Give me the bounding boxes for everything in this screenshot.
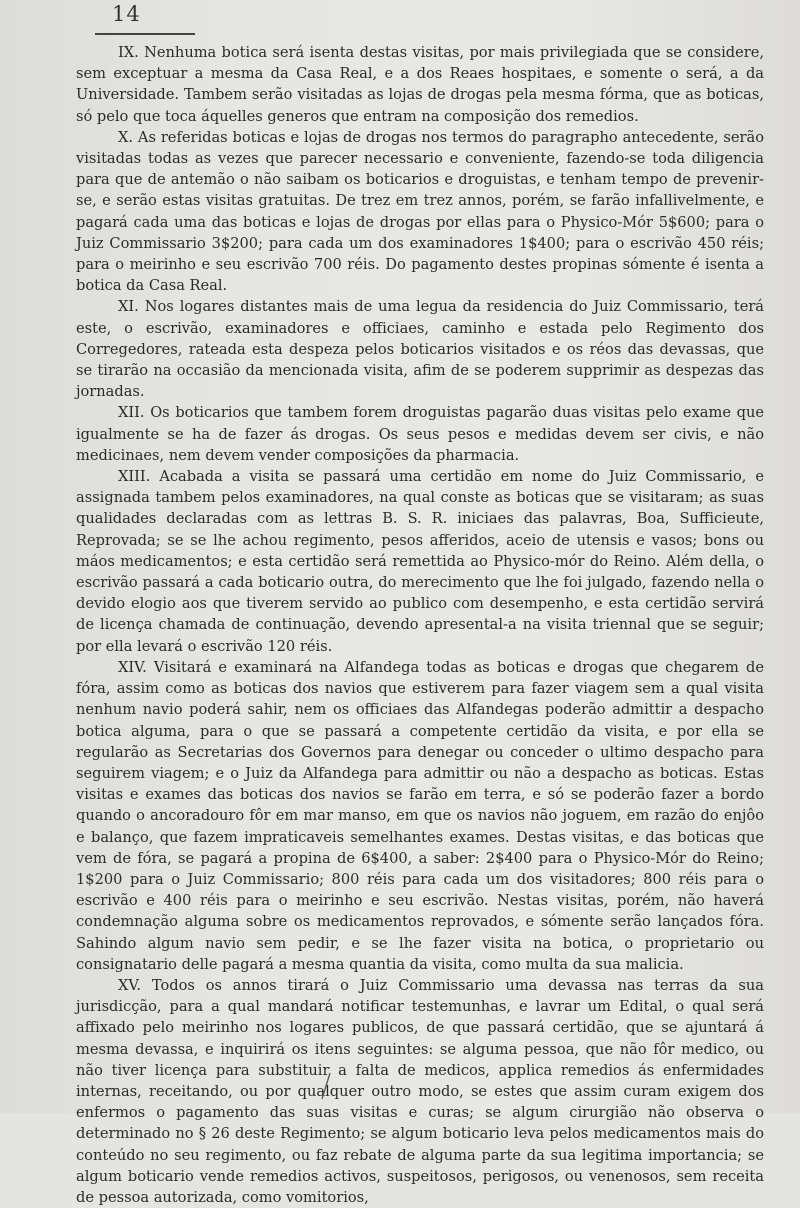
- stray-pen-mark: [320, 1072, 332, 1100]
- paragraph-label: XIII.: [118, 468, 151, 486]
- paragraph-text: Nos logares distantes mais de uma legua da residencia do Juiz Commissario, terá este, o escrivão, examinadores e officiaes, caminho e estada pelo Regimento dos Corregedores, rateada esta despeza pelos boticarios visitados e os réos das devassas, que se tirarão na occasião da mencionada visita, afim de se poderem supprimir as despezas das jornadas.: [76, 298, 765, 401]
- paragraph-ix: [76, 42, 764, 127]
- paragraph-xi: [76, 296, 764, 402]
- paragraph-x: [76, 127, 764, 297]
- header-rule: [95, 33, 195, 35]
- paragraph-label: XI.: [118, 298, 139, 316]
- paragraph-xv: [76, 975, 764, 1208]
- paragraph-xiv: [76, 657, 764, 975]
- paragraph-text: As referidas boticas e lojas de drogas nos termos do paragrapho antecedente, serão visitadas todas as vezes que parecer necessario e conveniente, fazendo-se toda diligencia para que de antemão o não saibam os boticarios e droguistas, e tenham tempo de prevenir-se, e serão estas visitas gratuitas. De trez em trez annos, porém, se farão infallivelmente, e pagará cada uma das boticas e lojas de drogas por ellas para o Physico-Mór 5$600; para o Juiz Commissario 3$200; para cada um dos examinadores 1$400; para o escrivão 450 réis; para o meirinho e seu escrivão 700 réis. Do pagamento destes propinas sómente é isenta a botica da Casa Real.: [76, 128, 764, 295]
- paragraph-label: IX.: [118, 44, 139, 61]
- paragraph-label: X.: [118, 128, 134, 146]
- paragraph-label: XIV.: [118, 658, 147, 676]
- paragraph-text: Todos os annos tirará o Juiz Commissario uma devassa nas terras da sua jurisdicção, para a qual mandará notificar testemunhas, e lavrar um Edital, o qual será affixado pelo meirinho nos logares publicos, de que passará certidão, que se ajuntará á mesma devassa, e inquirirá os itens seguintes: se alguma pessoa, que não fôr medico, ou não tiver licença para substituir a falta de medicos, applica remedios ás enfermidades internas, receitando, ou por qualquer outro modo, se estes que assim curam exigem dos enfermos o pagamento das suas visitas e curas; se algum cirurgião não observa o determinado no § 26 deste Regimento; se algum boticario leva pelos medicamentos mais do conteúdo no seu regimento, ou faz rebate de alguma parte da sua legitima importancia; se algum boticario vende remedios activos, suspeitosos, perigosos, ou venenosos, sem receita de pessoa autorizada, como vomitorios,: [76, 976, 765, 1206]
- page-number: 14: [112, 2, 141, 26]
- body-text: [76, 42, 764, 1208]
- paragraph-text: Acabada a visita se passará uma certidão em nome do Juiz Commissario, e assignada tambem pelos examinadores, na qual conste as boticas que se visitaram; as suas qualidades declaradas com as lettras B. S. R. iniciaes das palavras, Boa, Sufficieute, Reprovada; se se lhe achou regimento, pesos afferidos, aceio de utensis e vasos; bons ou máos medicamentos; e esta certidão será remettida ao Physico-mór do Reino. Além della, o escrivão passará a cada boticario outra, do merecimento que lhe foi julgado, fazendo nella o devido elogio aos que tiverem servido ao publico com desempenho, e esta certidão servirá de licença chamada de continuação, devendo apresental-a na visita triennal que se seguir; por ella levará o escrivão 120 réis.: [76, 468, 764, 655]
- paragraph-label: XII.: [118, 404, 145, 422]
- paragraph-text: Visitará e examinará na Alfandega todas as boticas e drogas que chegarem de fóra, assim como as boticas dos navios que estiverem para fazer viagem sem a qual visita nenhum navio poderá sahir, nem os officiaes das Alfandegas poderão admittir a despacho botica alguma, para o que se passará a competente certidão da visita, e por ella se regularão as Secretarias dos Governos para denegar ou conceder o ultimo despacho para seguirem viagem; e o Juiz da Alfandega para admittir ou não a despacho as boticas. Estas visitas e exames das boticas dos navios se farão em terra, e só se poderão fazer a bordo quando o ancoradouro fôr em mar manso, em que os navios não joguem, em razão do enjôo e balanço, que fazem impraticaveis semelhantes exames. Destas visitas, e das boticas que vem de fóra, se pagará a propina de 6$400, a saber: 2$400 para o Physico-Mór do Reino; 1$200 para o Juiz Commissario; 800 réis para cada um dos visitadores; 800 réis para o escrivão e 400 réis para o meirinho e seu escrivão. Nestas visitas, porém, não haverá condemnação alguma sobre os medicamentos reprovados, e sómente serão lançados fóra. Sahindo algum navio sem pedir, e se lhe fazer visita na botica, o proprietario ou consignatario delle pagará a mesma quantia da visita, como multa da sua malicia.: [76, 658, 764, 973]
- paragraph-text: Os boticarios que tambem forem droguistas pagarão duas visitas pelo exame que igualmente se ha de fazer ás drogas. Os seus pesos e medidas devem ser civis, e não medicinaes, nem devem vender composições da pharmacia.: [76, 404, 765, 464]
- paragraph-label: XV.: [118, 976, 142, 994]
- paragraph-xii: [76, 402, 764, 466]
- paragraph-xiii: [76, 466, 764, 657]
- paragraph-text: Nenhuma botica será isenta destas visitas, por mais privilegiada que se considere, sem exceptuar a mesma da Casa Real, e a dos Reaes hospitaes, e somente o será, a da Universidade. Tambem serão visitadas as lojas de drogas pela mesma fórma, que as boticas, só pelo que toca áquelles generos que entram na composição dos remedios.: [76, 44, 764, 125]
